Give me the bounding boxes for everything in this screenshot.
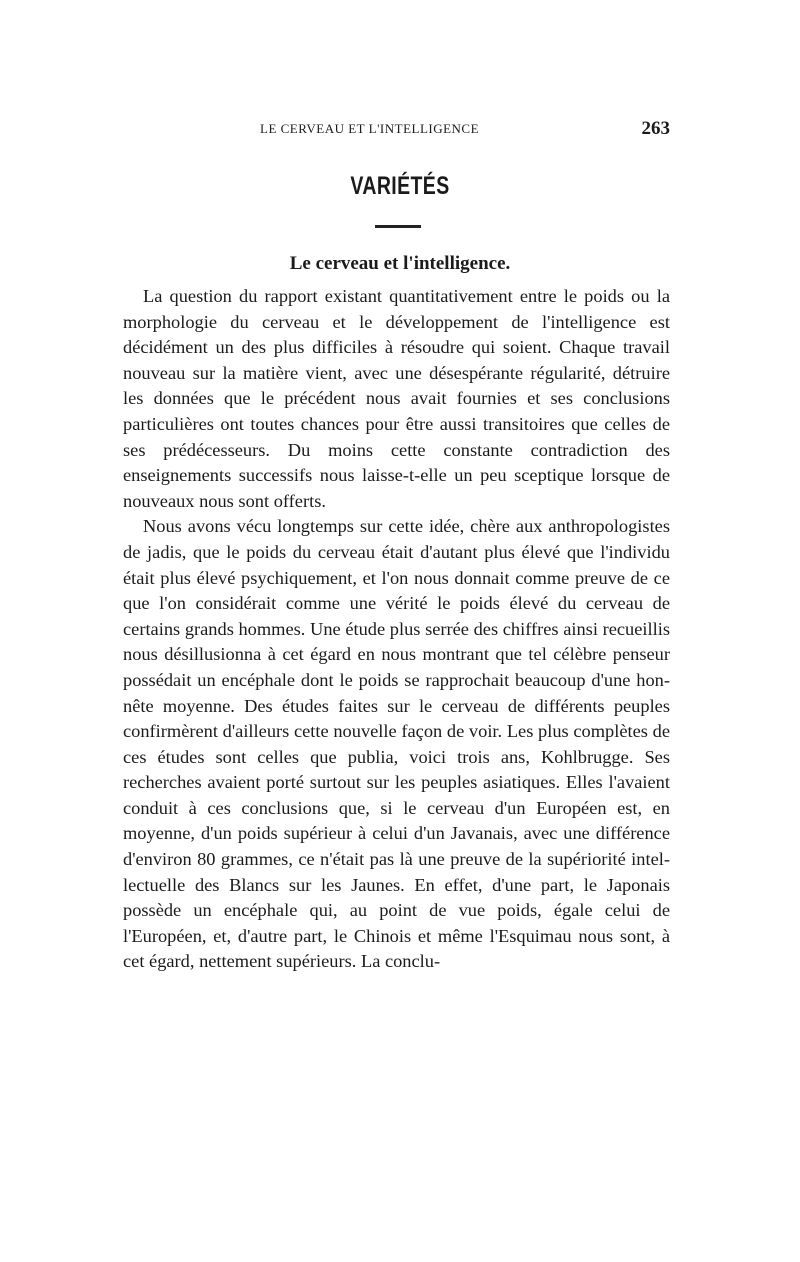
running-title: LE CERVEAU ET L'INTELLIGENCE xyxy=(260,121,480,136)
title-rule xyxy=(375,225,421,228)
paragraph: Nous avons vécu longtemps sur cette idée, chère aux anthropologistes de jadis, que le poids du cerveau était d'autant plus élevé que l'individu était plus élevé psychiquement, et l'on nous donnait comme preuve de ce que l'on considérait comme une vérité le poids élevé du cerveau de certains grands hommes. Une étude plus serrée des chiffres ainsi recueillis nous désillusionna à cet égard en nous montrant que tel célèbre penseur possédait un encéphale dont le poids se rapprochait beaucoup d'une honnête moyenne. Des études faites sur le cerveau de différents peuples confirmèrent d'ailleurs cette nouvelle façon de voir. Les plus complètes de ces études sont celles que publia, voici trois ans, Kohlbrugge. Ses recherches avaient porté surtout sur les peuples asiatiques. Elles l'avaient conduit à ces conclusions que, si le cerveau d'un Européen est, en moyenne, d'un poids supérieur à celui d'un Javanais, avec une différence d'environ 80 grammes, ce n'était pas là une preuve de la supériorité intellectuelle des Blancs sur les Jaunes. En effet, d'une part, le Japonais possède un encéphale qui, au point de vue poids, égale celui de l'Européen, et, d'autre part, le Chinois et même l'Esquimau nous sont, à cet égard, nettement supérieurs. La conclu- xyxy=(123,516,670,972)
article-title: Le cerveau et l'intelligence. xyxy=(289,253,511,274)
page-number: 263 xyxy=(641,118,670,139)
section-title: VARIÉTÉS xyxy=(350,172,450,200)
article-body xyxy=(123,284,670,975)
paragraph: La question du rapport existant quantitativement entre le poids ou la morphologie du cerveau et le développement de l'intelligence est décidément un des plus difficiles à résoudre qui soient. Chaque travail nouveau sur la matière vient, avec une désespérante régularité, détruire les données que le précédent nous avait fournies et ses conclusions particulières ont toutes chances pour être aussi transitoires que celles de ses prédécesseurs. Du moins cette constante contradiction des enseignements successifs nous laisse-t-elle un peu sceptique lorsque de nouveaux nous sont offerts. xyxy=(123,286,670,511)
running-header xyxy=(122,118,670,142)
